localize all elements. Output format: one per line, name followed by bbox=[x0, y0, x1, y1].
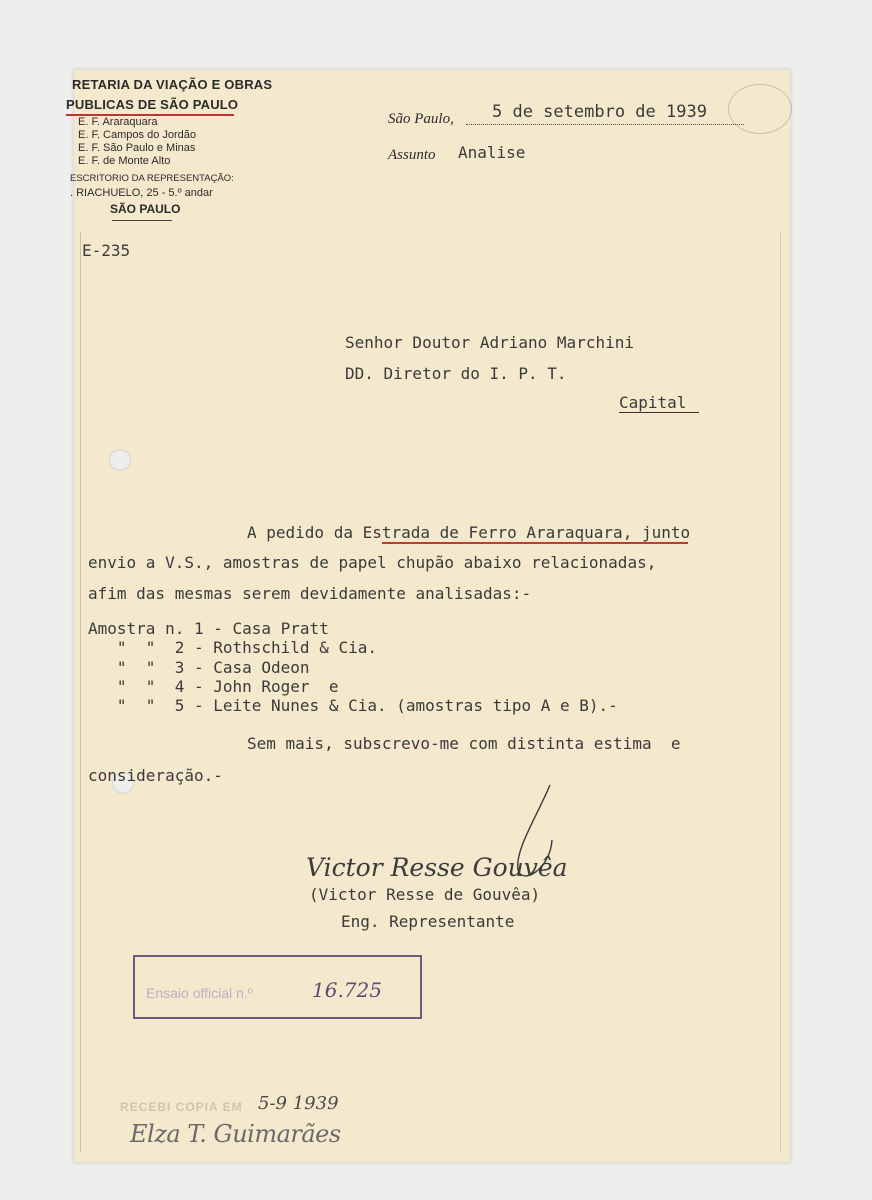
received-date: 5-9 1939 bbox=[258, 1093, 339, 1114]
body-line-3: afim das mesmas serem devidamente analisadas:- bbox=[88, 584, 532, 603]
handwritten-signature: Victor Resse Gouvêa bbox=[306, 853, 568, 882]
railway-1: E. F. Araraquara bbox=[78, 116, 158, 128]
received-stamp-label: RECEBI COPIA EM bbox=[120, 1100, 243, 1114]
office-label: ESCRITORIO DA REPRESENTAÇÃO: bbox=[70, 173, 234, 184]
date-dotted-line bbox=[466, 124, 744, 125]
railway-4: E. F. de Monte Alto bbox=[78, 155, 171, 167]
railway-2: E. F. Campos do Jordão bbox=[78, 129, 197, 141]
railway-3: E. F. São Paulo e Minas bbox=[78, 142, 196, 154]
sample-2: " " 2 - Rothschild & Cia. bbox=[88, 638, 377, 657]
sample-3: " " 3 - Casa Odeon bbox=[88, 658, 310, 677]
body-line-1 bbox=[247, 523, 690, 542]
place-label: São Paulo, bbox=[388, 111, 454, 127]
body-line-1-a: A pedido da bbox=[247, 523, 363, 542]
letterhead-line-1: RETARIA DA VIAÇÃO E OBRAS bbox=[72, 77, 273, 92]
letter-date: 5 de setembro de 1939 bbox=[492, 102, 707, 122]
recipient-city: Capital bbox=[619, 393, 687, 412]
recipient-city-underline bbox=[619, 412, 699, 413]
body-line-2: envio a V.S., amostras de papel chupão abaixo relacionadas, bbox=[88, 553, 657, 572]
recipient-name: Senhor Doutor Adriano Marchini bbox=[345, 333, 634, 352]
signatory-title: Eng. Representante bbox=[341, 912, 515, 931]
railway-name: Estrada de Ferro Araraquara bbox=[362, 523, 623, 542]
railway-red-underline bbox=[382, 542, 688, 544]
ensaio-stamp-number: 16.725 bbox=[312, 978, 382, 1002]
letterhead-rule bbox=[112, 220, 172, 221]
closing-line-2: consideração.- bbox=[88, 766, 223, 785]
subject-value: Analise bbox=[458, 143, 526, 162]
sample-5: " " 5 - Leite Nunes & Cia. (amostras tipo A e B).- bbox=[88, 696, 618, 715]
sample-4: " " 4 - John Roger e bbox=[88, 677, 339, 696]
subject-label: Assunto bbox=[388, 147, 436, 163]
reference-code: E-235 bbox=[82, 241, 131, 260]
right-margin-line bbox=[780, 232, 781, 1152]
signatory-name: (Victor Resse de Gouvêa) bbox=[309, 885, 541, 904]
punch-hole-top bbox=[109, 449, 131, 471]
body-line-1-c: , junto bbox=[622, 523, 691, 542]
office-address: . RIACHUELO, 25 - 5.º andar bbox=[70, 187, 213, 199]
sample-1: Amostra n. 1 - Casa Pratt bbox=[88, 619, 329, 638]
recipient-title: DD. Diretor do I. P. T. bbox=[345, 364, 567, 383]
postmark-stamp bbox=[728, 84, 792, 134]
received-signature: Elza T. Guimarães bbox=[130, 1120, 341, 1148]
closing-line-1: Sem mais, subscrevo-me com distinta estima e bbox=[247, 734, 681, 753]
office-city: SÃO PAULO bbox=[110, 202, 181, 216]
left-margin-line bbox=[80, 232, 81, 1152]
ensaio-stamp-label: Ensaio official n.º bbox=[146, 985, 253, 1001]
letterhead-line-2: PUBLICAS DE SÃO PAULO bbox=[66, 97, 239, 112]
